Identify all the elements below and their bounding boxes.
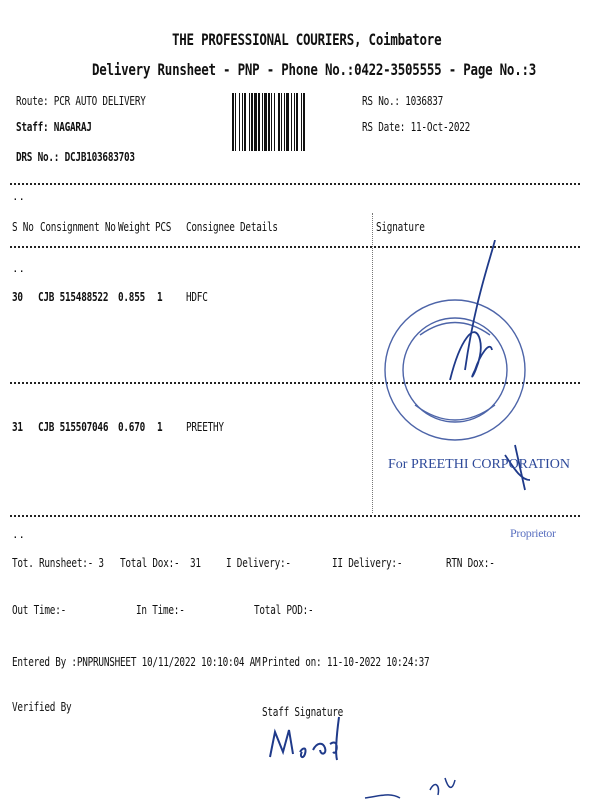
i-delivery-label: I Delivery:- [226,556,291,570]
row-weight: 0.670 [118,420,146,434]
row-sno: 30 [12,290,23,304]
company-stamp [380,240,570,510]
row-sno: 31 [12,420,23,434]
divider [10,183,580,185]
barcode [232,93,354,151]
row-consignee: HDFC [186,290,208,304]
total-pod-label: Total POD:- [254,603,314,617]
row-pcs: 1 [157,420,163,434]
bottom-scribble [360,770,480,800]
ii-delivery-label: II Delivery:- [332,556,403,570]
row-consignment: CJB 515488522 [38,290,109,304]
total-dox-label: Total Dox:- [120,556,180,570]
printed-on: Printed on: 11-10-2022 10:24:37 [262,655,430,669]
drs-number: DRS No.: DCJB103683703 [16,150,135,164]
col-consignment: Consignment No [40,220,116,234]
verified-by-label: Verified By [12,700,72,714]
signature-column-border [372,213,373,513]
route-label: Route: PCR AUTO DELIVERY [16,94,146,108]
divider [10,515,580,517]
row-consignment: CJB 515507046 [38,420,109,434]
row-consignee: PREETHY [186,420,224,434]
entered-by: Entered By :PNPRUNSHEET 10/11/2022 10:10:04 AM [12,655,261,669]
staff-label: Staff: NAGARAJ [16,120,92,134]
out-time-label: Out Time:- [12,603,67,617]
col-weight: Weight [118,220,151,234]
row-weight: 0.855 [118,290,146,304]
rs-number: RS No.: 1036837 [362,94,444,108]
total-dox-value: 31 [190,556,201,570]
row-pcs: 1 [157,290,163,304]
col-signature: Signature [376,220,425,234]
col-consignee: Consignee Details [186,220,278,234]
staff-signature [265,712,385,772]
document-subtitle: Delivery Runsheet - PNP - Phone No.:0422-3505555 - Page No.:3 [92,60,537,79]
rtn-dox-label: RTN Dox:- [446,556,495,570]
tot-runsheet: Tot. Runsheet:- 3 [12,556,104,570]
col-pcs: PCS [155,220,172,234]
document-title: THE PROFESSIONAL COURIERS, Coimbatore [172,30,442,49]
stamp-text: For PREETHI CORPORATION [388,457,570,472]
staff-signature-label: Staff Signature [262,705,344,719]
rs-date: RS Date: 11-Oct-2022 [362,120,471,134]
proprietor-label: Proprietor [510,526,556,540]
in-time-label: In Time:- [136,603,185,617]
col-sno: S No [12,220,34,234]
